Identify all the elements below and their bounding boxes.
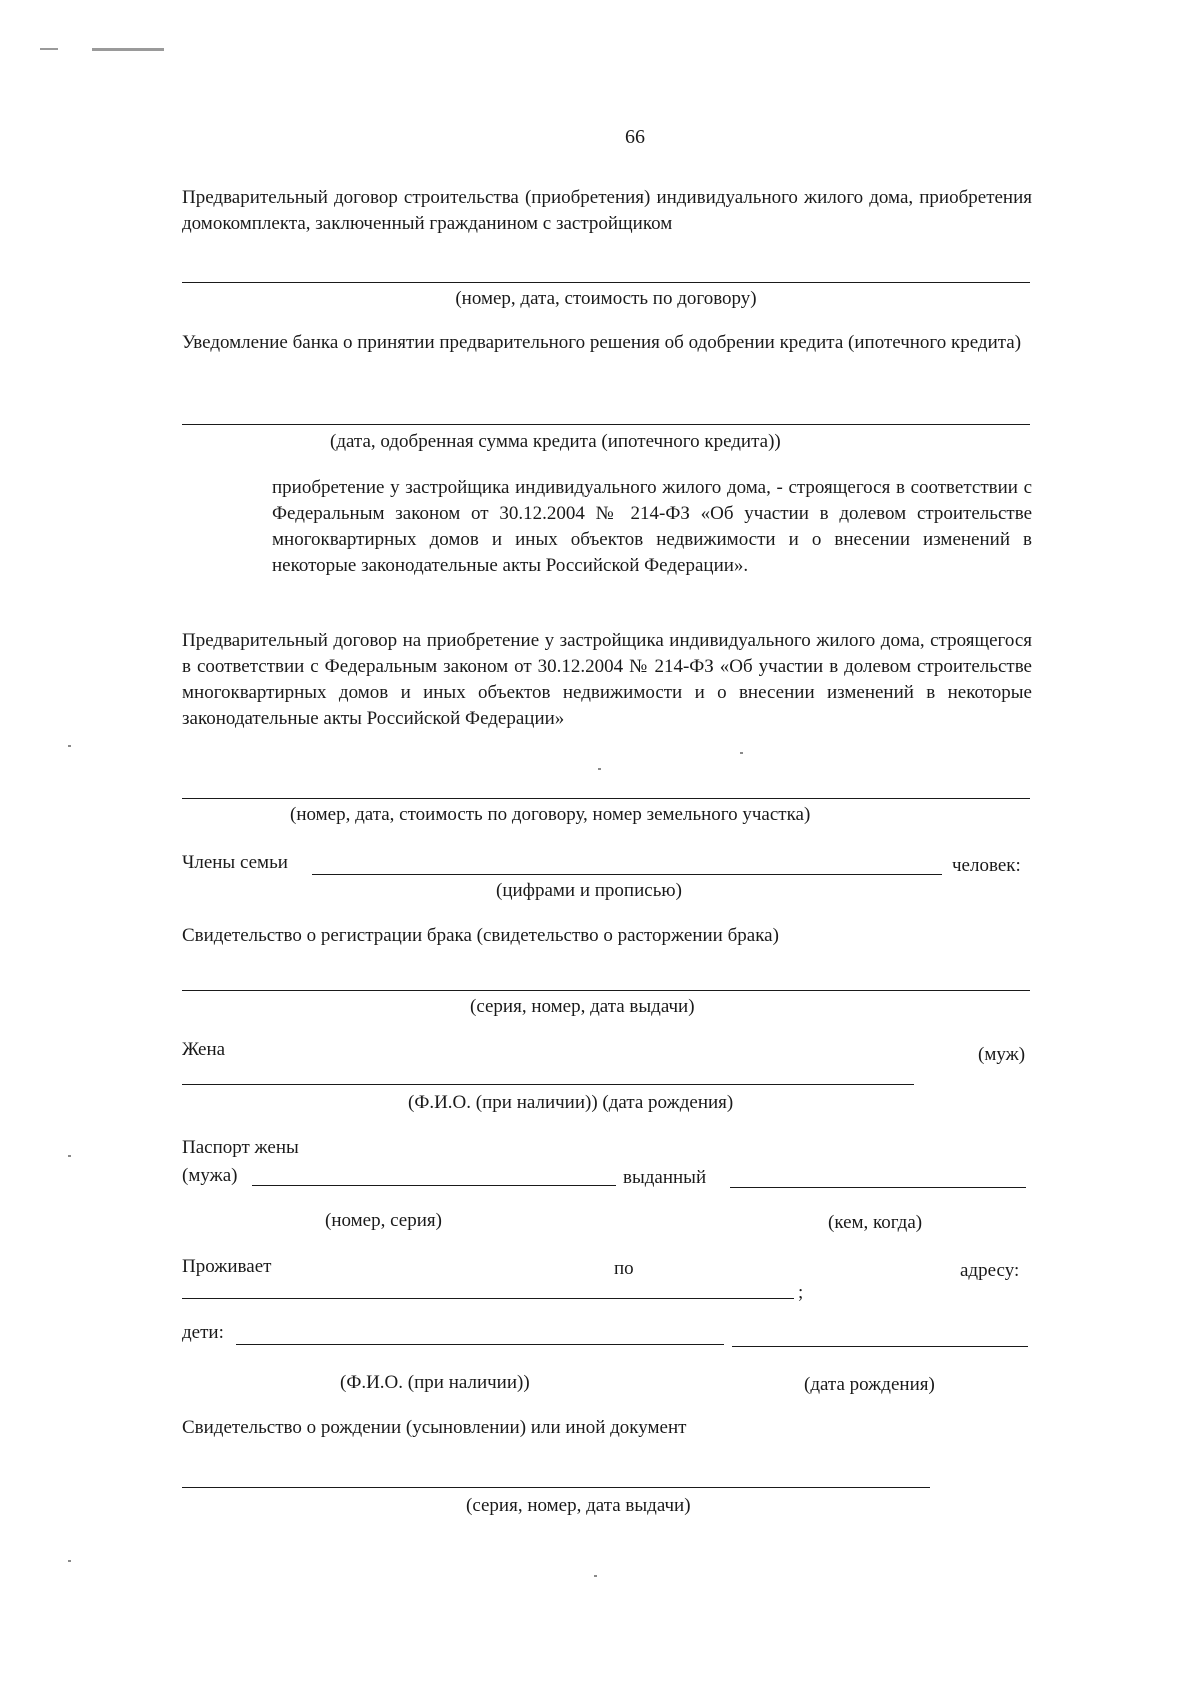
caption-family: (цифрами и прописью) [496, 880, 682, 901]
family-label: Члены семьи [182, 852, 288, 873]
resides-address: адресу: [960, 1260, 1020, 1281]
scan-dot [68, 1560, 71, 1562]
passport-label-line1: Паспорт жены [182, 1137, 299, 1158]
family-count-line[interactable] [312, 874, 942, 875]
scan-dot [68, 1155, 71, 1157]
scan-dot [68, 745, 71, 747]
caption-bank: (дата, одобренная сумма кредита (ипотечного кредита)) [330, 431, 781, 452]
caption-passport-number: (номер, серия) [325, 1210, 442, 1231]
scan-dot [598, 768, 601, 770]
bank-details-line[interactable] [182, 424, 1030, 425]
children-label: дети: [182, 1322, 224, 1343]
resides-mid: по [614, 1258, 634, 1279]
marriage-details-line[interactable] [182, 990, 1030, 991]
preliminary-details-line[interactable] [182, 798, 1030, 799]
passport-issued-line[interactable] [730, 1187, 1026, 1188]
resides-label: Проживает [182, 1256, 272, 1277]
passport-label-line2: (мужа) [182, 1165, 238, 1186]
section-preliminary: Предварительный договор на приобретение у застройщика индивидуального жилого дома, строящегося в соответствии с Федеральным законом от 30.12.2004 № 214-ФЗ «Об участии в долевом строительстве многоквартирных домов и иных объектов недвижимости и о внесении изменений в некоторые законодательные акты Российской Федерации» [182, 630, 1032, 729]
indented-paragraph: приобретение у застройщика индивидуального жилого дома, - строящегося в соответствии с Федеральным законом от 30.12.2004 № 214-ФЗ «Об участии в долевом строительстве многоквартирных домов и иных объектов недвижимости и о внесении изменений в некоторые законодательные акты Российской Федерации». [272, 477, 1032, 576]
issued-label: выданный [623, 1167, 707, 1188]
section-contract-intro: Предварительный договор строительства (приобретения) индивидуального жилого дома, приобретения домокомплекта, заключенный гражданином с застройщиком [182, 187, 1032, 234]
page-number: 66 [625, 126, 645, 148]
caption-spouse: (Ф.И.О. (при наличии)) (дата рождения) [408, 1092, 734, 1113]
children-name-line[interactable] [236, 1344, 724, 1345]
resides-end: ; [798, 1282, 804, 1303]
birth-cert-label: Свидетельство о рождении (усыновлении) или иной документ [182, 1417, 687, 1438]
caption-passport-issued: (кем, когда) [828, 1212, 923, 1233]
caption-children-name: (Ф.И.О. (при наличии)) [340, 1372, 530, 1393]
spouse-details-line[interactable] [182, 1084, 914, 1085]
scan-mark [40, 48, 58, 50]
address-line[interactable] [182, 1298, 794, 1299]
scan-dot [740, 752, 743, 754]
scan-mark [92, 48, 164, 51]
caption-children-dob: (дата рождения) [804, 1374, 935, 1395]
scan-dot [594, 1575, 597, 1577]
caption-contract: (номер, дата, стоимость по договору) [455, 288, 757, 309]
marriage-label: Свидетельство о регистрации брака (свидетельство о расторжении брака) [182, 925, 779, 946]
husband-label: (муж) [978, 1044, 1026, 1065]
caption-marriage: (серия, номер, дата выдачи) [470, 996, 695, 1017]
wife-label: Жена [182, 1039, 226, 1060]
children-dob-line[interactable] [732, 1346, 1028, 1347]
passport-number-line[interactable] [252, 1185, 616, 1186]
family-suffix: человек: [952, 855, 1021, 876]
caption-preliminary: (номер, дата, стоимость по договору, номер земельного участка) [290, 804, 811, 825]
caption-birth-cert: (серия, номер, дата выдачи) [466, 1495, 691, 1516]
contract-details-line[interactable] [182, 282, 1030, 283]
section-bank-notice: Уведомление банка о принятии предварительного решения об одобрении кредита (ипотечного кредита) [182, 332, 1022, 353]
birth-cert-line[interactable] [182, 1487, 930, 1488]
